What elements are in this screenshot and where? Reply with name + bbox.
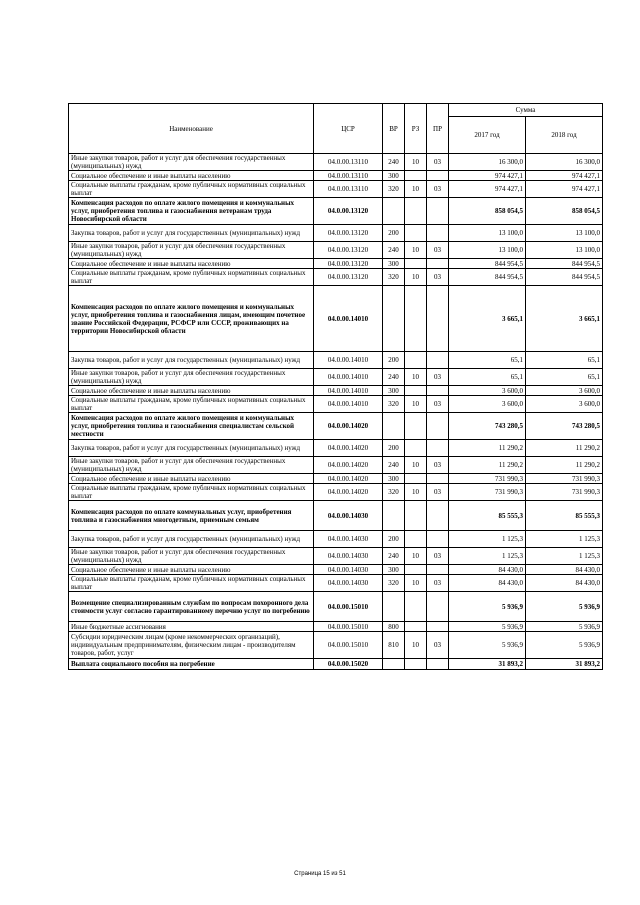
cell-v2018: 84 430,0 xyxy=(526,565,603,575)
cell-code: 04.0.00.14030 xyxy=(314,501,383,531)
table-row xyxy=(69,565,603,575)
cell-code: 04.0.00.14010 xyxy=(314,386,383,396)
table-row xyxy=(69,225,603,242)
table-row xyxy=(69,659,603,670)
cell-v2017: 5 936,9 xyxy=(449,632,526,659)
table-row xyxy=(69,622,603,632)
table-row xyxy=(69,531,603,548)
cell-vr: 300 xyxy=(383,171,405,181)
cell-vr: 240 xyxy=(383,369,405,386)
cell-pr xyxy=(427,531,449,548)
cell-vr: 320 xyxy=(383,396,405,413)
cell-vr xyxy=(383,501,405,531)
cell-v2018: 16 300,0 xyxy=(526,154,603,171)
cell-v2017: 11 290,2 xyxy=(449,440,526,457)
cell-v2018: 858 054,5 xyxy=(526,198,603,225)
cell-code: 04.0.00.14010 xyxy=(314,352,383,369)
cell-name: Социальное обеспечение и иные выплаты населению xyxy=(69,565,314,575)
cell-code: 04.0.00.14030 xyxy=(314,575,383,592)
cell-code: 04.0.00.14010 xyxy=(314,396,383,413)
cell-pr xyxy=(427,592,449,622)
cell-v2017: 13 100,0 xyxy=(449,225,526,242)
header-year-2017: 2017 год xyxy=(449,117,526,154)
header-sum: Сумма xyxy=(449,104,603,117)
header-rz: РЗ xyxy=(405,104,427,154)
cell-v2018: 13 100,0 xyxy=(526,242,603,259)
cell-v2018: 3 665,1 xyxy=(526,286,603,352)
cell-pr: 03 xyxy=(427,269,449,286)
cell-v2017: 65,1 xyxy=(449,369,526,386)
cell-pr: 03 xyxy=(427,154,449,171)
page-number: Страница 15 из 51 xyxy=(294,871,346,877)
cell-v2018: 65,1 xyxy=(526,369,603,386)
cell-rz xyxy=(405,386,427,396)
cell-rz xyxy=(405,286,427,352)
cell-vr: 320 xyxy=(383,484,405,501)
table-row xyxy=(69,198,603,225)
cell-pr xyxy=(427,225,449,242)
cell-v2018: 974 427,1 xyxy=(526,181,603,198)
cell-code: 04.0.00.14030 xyxy=(314,531,383,548)
cell-rz xyxy=(405,565,427,575)
cell-name: Выплата социального пособия на погребение xyxy=(69,659,314,670)
cell-v2017: 13 100,0 xyxy=(449,242,526,259)
cell-v2017: 743 280,5 xyxy=(449,413,526,440)
cell-vr: 300 xyxy=(383,386,405,396)
table-row xyxy=(69,484,603,501)
cell-name: Социальное обеспечение и иные выплаты населению xyxy=(69,386,314,396)
cell-code: 04.0.00.14010 xyxy=(314,369,383,386)
cell-v2017: 844 954,5 xyxy=(449,259,526,269)
table-row xyxy=(69,592,603,622)
cell-code: 04.0.00.14020 xyxy=(314,474,383,484)
header-name: Наименование xyxy=(69,104,314,154)
cell-vr: 200 xyxy=(383,531,405,548)
cell-pr: 03 xyxy=(427,632,449,659)
cell-v2018: 844 954,5 xyxy=(526,269,603,286)
cell-vr: 810 xyxy=(383,632,405,659)
cell-name: Иные закупки товаров, работ и услуг для обеспечения государственных (муниципальных) нужд xyxy=(69,548,314,565)
cell-v2018: 84 430,0 xyxy=(526,575,603,592)
cell-name: Социальные выплаты гражданам, кроме публичных нормативных социальных выплат xyxy=(69,396,314,413)
cell-name: Социальные выплаты гражданам, кроме публичных нормативных социальных выплат xyxy=(69,484,314,501)
cell-pr xyxy=(427,352,449,369)
cell-vr xyxy=(383,286,405,352)
cell-name: Социальные выплаты гражданам, кроме публичных нормативных социальных выплат xyxy=(69,269,314,286)
table-row xyxy=(69,154,603,171)
table-body xyxy=(69,154,603,670)
table-row xyxy=(69,501,603,531)
cell-v2018: 11 290,2 xyxy=(526,440,603,457)
cell-rz: 10 xyxy=(405,396,427,413)
cell-rz xyxy=(405,198,427,225)
cell-rz xyxy=(405,474,427,484)
cell-rz xyxy=(405,592,427,622)
cell-rz: 10 xyxy=(405,457,427,474)
cell-pr xyxy=(427,286,449,352)
cell-v2018: 1 125,3 xyxy=(526,531,603,548)
cell-vr: 800 xyxy=(383,622,405,632)
cell-pr xyxy=(427,622,449,632)
cell-vr: 240 xyxy=(383,154,405,171)
cell-rz xyxy=(405,531,427,548)
cell-v2017: 5 936,9 xyxy=(449,592,526,622)
table-row xyxy=(69,548,603,565)
table-row xyxy=(69,242,603,259)
header-year-2018: 2018 год xyxy=(526,117,603,154)
cell-v2017: 858 054,5 xyxy=(449,198,526,225)
cell-vr: 200 xyxy=(383,225,405,242)
cell-name: Закупка товаров, работ и услуг для государственных (муниципальных) нужд xyxy=(69,352,314,369)
cell-vr xyxy=(383,659,405,670)
cell-code: 04.0.00.13110 xyxy=(314,171,383,181)
cell-vr xyxy=(383,413,405,440)
cell-pr xyxy=(427,171,449,181)
cell-name: Закупка товаров, работ и услуг для государственных (муниципальных) нужд xyxy=(69,531,314,548)
cell-rz xyxy=(405,622,427,632)
cell-code: 04.0.00.14020 xyxy=(314,484,383,501)
cell-code: 04.0.00.13120 xyxy=(314,269,383,286)
cell-code: 04.0.00.15020 xyxy=(314,659,383,670)
cell-v2017: 31 893,2 xyxy=(449,659,526,670)
table-row xyxy=(69,352,603,369)
cell-rz: 10 xyxy=(405,269,427,286)
cell-v2018: 65,1 xyxy=(526,352,603,369)
cell-rz: 10 xyxy=(405,154,427,171)
cell-pr xyxy=(427,386,449,396)
cell-v2017: 974 427,1 xyxy=(449,181,526,198)
cell-rz: 10 xyxy=(405,575,427,592)
table-row xyxy=(69,440,603,457)
cell-rz xyxy=(405,413,427,440)
cell-name: Иные закупки товаров, работ и услуг для обеспечения государственных (муниципальных) нужд xyxy=(69,457,314,474)
cell-vr: 320 xyxy=(383,269,405,286)
cell-pr: 03 xyxy=(427,242,449,259)
cell-pr xyxy=(427,259,449,269)
cell-name: Компенсация расходов по оплате жилого помещения и коммунальных услуг, приобретения топлива и газоснабжения ветеранам труда Новосибирской области xyxy=(69,198,314,225)
cell-v2018: 731 990,3 xyxy=(526,474,603,484)
cell-vr: 200 xyxy=(383,440,405,457)
cell-pr xyxy=(427,501,449,531)
cell-code: 04.0.00.13120 xyxy=(314,198,383,225)
table-row xyxy=(69,413,603,440)
cell-rz xyxy=(405,659,427,670)
cell-pr xyxy=(427,565,449,575)
cell-vr xyxy=(383,592,405,622)
cell-name: Социальное обеспечение и иные выплаты населению xyxy=(69,259,314,269)
cell-vr: 300 xyxy=(383,259,405,269)
cell-v2017: 731 990,3 xyxy=(449,484,526,501)
cell-v2017: 16 300,0 xyxy=(449,154,526,171)
table-row xyxy=(69,632,603,659)
cell-rz: 10 xyxy=(405,548,427,565)
table-row xyxy=(69,181,603,198)
cell-v2018: 3 600,0 xyxy=(526,386,603,396)
cell-v2017: 5 936,9 xyxy=(449,622,526,632)
cell-pr: 03 xyxy=(427,484,449,501)
cell-rz: 10 xyxy=(405,242,427,259)
cell-v2018: 31 893,2 xyxy=(526,659,603,670)
cell-v2018: 743 280,5 xyxy=(526,413,603,440)
cell-pr xyxy=(427,198,449,225)
cell-rz xyxy=(405,171,427,181)
cell-vr xyxy=(383,198,405,225)
header-csr: ЦСР xyxy=(314,104,383,154)
cell-pr: 03 xyxy=(427,369,449,386)
cell-v2017: 844 954,5 xyxy=(449,269,526,286)
cell-rz xyxy=(405,501,427,531)
cell-pr: 03 xyxy=(427,396,449,413)
cell-vr: 240 xyxy=(383,457,405,474)
cell-v2017: 84 430,0 xyxy=(449,565,526,575)
cell-pr xyxy=(427,413,449,440)
cell-name: Закупка товаров, работ и услуг для государственных (муниципальных) нужд xyxy=(69,225,314,242)
cell-pr xyxy=(427,440,449,457)
cell-v2018: 5 936,9 xyxy=(526,592,603,622)
cell-pr: 03 xyxy=(427,575,449,592)
table-row xyxy=(69,474,603,484)
cell-v2017: 1 125,3 xyxy=(449,548,526,565)
cell-pr: 03 xyxy=(427,548,449,565)
cell-v2018: 731 990,3 xyxy=(526,484,603,501)
header-vr: ВР xyxy=(383,104,405,154)
cell-code: 04.0.00.14030 xyxy=(314,565,383,575)
cell-v2018: 13 100,0 xyxy=(526,225,603,242)
cell-vr: 300 xyxy=(383,474,405,484)
cell-v2017: 11 290,2 xyxy=(449,457,526,474)
cell-vr: 200 xyxy=(383,352,405,369)
cell-name: Закупка товаров, работ и услуг для государственных (муниципальных) нужд xyxy=(69,440,314,457)
cell-v2017: 3 600,0 xyxy=(449,386,526,396)
cell-rz xyxy=(405,352,427,369)
cell-rz xyxy=(405,259,427,269)
cell-v2018: 1 125,3 xyxy=(526,548,603,565)
cell-name: Компенсация расходов по оплате жилого помещения и коммунальных услуг, приобретения топлива и газоснабжения специалистам сельской местности xyxy=(69,413,314,440)
cell-pr xyxy=(427,474,449,484)
cell-name: Иные закупки товаров, работ и услуг для обеспечения государственных (муниципальных) нужд xyxy=(69,369,314,386)
cell-v2018: 5 936,9 xyxy=(526,632,603,659)
cell-name: Социальное обеспечение и иные выплаты населению xyxy=(69,474,314,484)
cell-code: 04.0.00.14010 xyxy=(314,286,383,352)
table-row xyxy=(69,171,603,181)
cell-code: 04.0.00.14030 xyxy=(314,548,383,565)
cell-code: 04.0.00.13110 xyxy=(314,154,383,171)
table-row xyxy=(69,286,603,352)
cell-code: 04.0.00.13120 xyxy=(314,259,383,269)
cell-name: Иные закупки товаров, работ и услуг для обеспечения государственных (муниципальных) нужд xyxy=(69,242,314,259)
cell-v2017: 65,1 xyxy=(449,352,526,369)
cell-rz: 10 xyxy=(405,369,427,386)
cell-v2017: 3 600,0 xyxy=(449,396,526,413)
cell-rz: 10 xyxy=(405,181,427,198)
cell-name: Социальное обеспечение и иные выплаты населению xyxy=(69,171,314,181)
cell-code: 04.0.00.14020 xyxy=(314,457,383,474)
cell-name: Иные бюджетные ассигнования xyxy=(69,622,314,632)
cell-rz xyxy=(405,225,427,242)
cell-pr: 03 xyxy=(427,181,449,198)
cell-vr: 320 xyxy=(383,575,405,592)
table-row xyxy=(69,396,603,413)
cell-v2018: 85 555,3 xyxy=(526,501,603,531)
cell-rz: 10 xyxy=(405,632,427,659)
cell-v2018: 3 600,0 xyxy=(526,396,603,413)
cell-pr xyxy=(427,659,449,670)
cell-v2018: 844 954,5 xyxy=(526,259,603,269)
cell-v2017: 974 427,1 xyxy=(449,171,526,181)
cell-code: 04.0.00.14020 xyxy=(314,413,383,440)
table-row xyxy=(69,259,603,269)
cell-name: Компенсация расходов по оплате жилого помещения и коммунальных услуг, приобретения топлива и газоснабжения лицам, имеющим почетное звание Российской Федерации, РСФСР или СССР, проживающих на территории Новосибирской области xyxy=(69,286,314,352)
cell-v2017: 85 555,3 xyxy=(449,501,526,531)
cell-v2018: 974 427,1 xyxy=(526,171,603,181)
cell-v2018: 11 290,2 xyxy=(526,457,603,474)
table-row xyxy=(69,369,603,386)
cell-code: 04.0.00.15010 xyxy=(314,622,383,632)
budget-table xyxy=(68,103,603,670)
cell-rz: 10 xyxy=(405,484,427,501)
table-row xyxy=(69,575,603,592)
cell-v2017: 3 665,1 xyxy=(449,286,526,352)
cell-code: 04.0.00.13110 xyxy=(314,181,383,198)
cell-pr: 03 xyxy=(427,457,449,474)
cell-code: 04.0.00.13120 xyxy=(314,242,383,259)
cell-v2018: 5 936,9 xyxy=(526,622,603,632)
cell-name: Социальные выплаты гражданам, кроме публичных нормативных социальных выплат xyxy=(69,181,314,198)
table-row xyxy=(69,269,603,286)
cell-v2017: 1 125,3 xyxy=(449,531,526,548)
cell-name: Компенсация расходов по оплате коммунальных услуг, приобретения топлива и газоснабжения многодетным, приемным семьям xyxy=(69,501,314,531)
table-row xyxy=(69,386,603,396)
cell-code: 04.0.00.15010 xyxy=(314,592,383,622)
cell-vr: 240 xyxy=(383,548,405,565)
cell-rz xyxy=(405,440,427,457)
cell-code: 04.0.00.13120 xyxy=(314,225,383,242)
cell-name: Возмещение специализированным службам по вопросам похоронного дела стоимости услуг согласно гарантированному перечню услуг по погребению xyxy=(69,592,314,622)
cell-name: Социальные выплаты гражданам, кроме публичных нормативных социальных выплат xyxy=(69,575,314,592)
cell-code: 04.0.00.15010 xyxy=(314,632,383,659)
header-pr: ПР xyxy=(427,104,449,154)
table-row xyxy=(69,457,603,474)
cell-code: 04.0.00.14020 xyxy=(314,440,383,457)
cell-v2017: 84 430,0 xyxy=(449,575,526,592)
cell-name: Субсидии юридическим лицам (кроме некоммерческих организаций), индивидуальным предпринимателям, физическим лицам - производителям товаров, работ, услуг xyxy=(69,632,314,659)
cell-vr: 320 xyxy=(383,181,405,198)
cell-name: Иные закупки товаров, работ и услуг для обеспечения государственных (муниципальных) нужд xyxy=(69,154,314,171)
cell-vr: 300 xyxy=(383,565,405,575)
cell-vr: 240 xyxy=(383,242,405,259)
cell-v2017: 731 990,3 xyxy=(449,474,526,484)
